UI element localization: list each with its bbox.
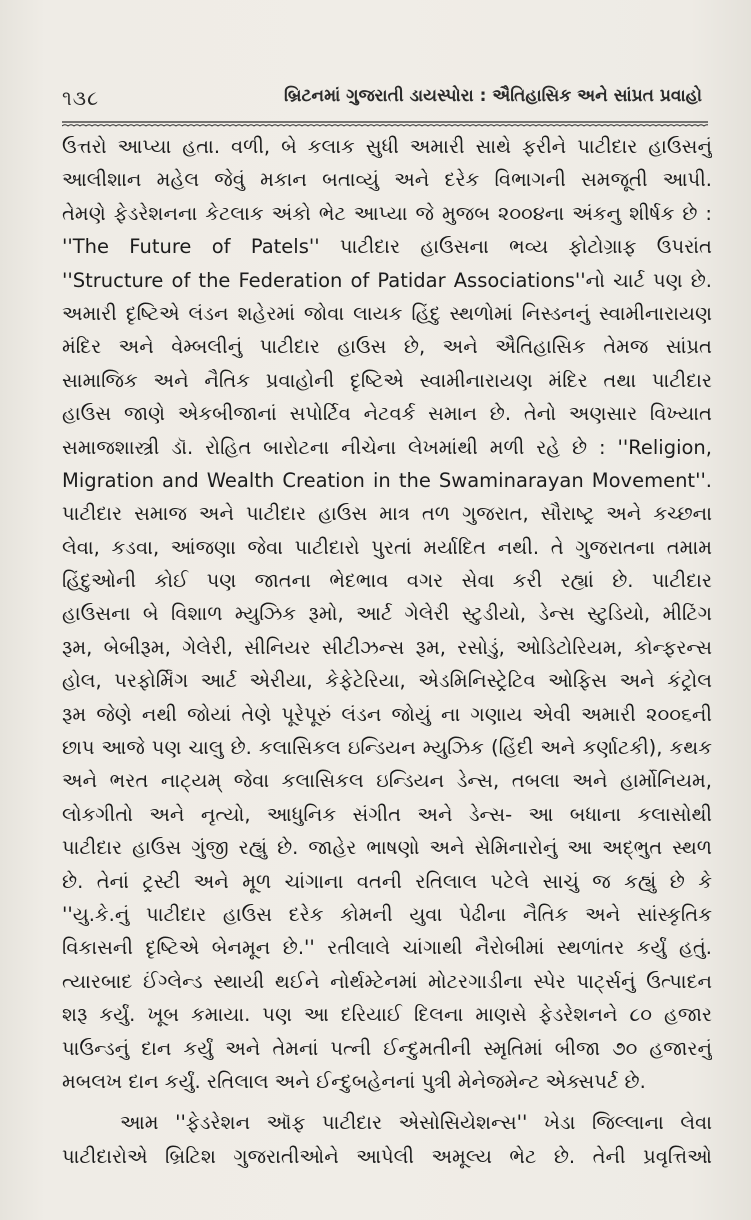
text-line: અને ભરત નાટ્યમ્ જેવા કલાસિકલ ઇન્ડિયન ડેન્સ, તબલા અને હાર્મોનિયમ, (62, 769, 712, 793)
paragraph-2 (62, 1106, 712, 1173)
text-line: આલીશાન મહેલ જેવું મકાન બતાવ્યું અને દરેક વિભાગની સમજૂતી આપી. (62, 168, 712, 192)
text-line: Migration and Wealth Creation in the Swaminarayan Movement''. (62, 468, 712, 492)
text-line: તેમણે ફેડરેશનના કેટલાક અંકો ભેટ આપ્યા જે મુજબ ૨૦૦૪ના અંકનુ શીર્ષક છે : (62, 201, 712, 225)
text-line: હોલ, પરફોર્મિંગ આર્ટ એરીયા, કેફેટેરિયા, એડમિનિસ્ટ્રેટિવ ઓફિસ અને કંટ્રોલ (62, 669, 712, 693)
text-line: રૂમ જેણે નથી જોયાં તેણે પૂરેપૂરું લંડન જોયું ના ગણાય એવી અમારી ૨૦૦૬ની (62, 702, 712, 726)
paragraph-1 (62, 130, 712, 1098)
text-line: રૂમ, બેબીરૂમ, ગેલેરી, સીનિયર સીટીઝન્સ રૂમ, રસોડું, ઓડિટોરિયમ, કોન્ફરન્સ (62, 635, 712, 659)
text-line: સમાજશાસ્ત્રી ડૉ. રોહિત બારોટના નીચેના લેખમાંથી મળી રહે છે : ''Religion, (62, 435, 712, 459)
text-line: મબલખ દાન કર્યું. રતિલાલ અને ઈન્દુબહેનનાં પુત્રી મેનેજમેન્ટ એક્સપર્ટ છે. (62, 1069, 646, 1093)
text-line: મંદિર અને વેમ્બલીનું પાટીદાર હાઉસ છે, અને ઐતિહાસિક તેમજ સાંપ્રત (62, 335, 712, 359)
text-line: હાઉસ જાણે એકબીજાનાં સપોર્ટિવ નેટવર્ક સમાન છે. તેનો અણસાર વિખ્યાત (62, 402, 712, 426)
text-line: પાટીદાર હાઉસ ગુંજી રહ્યું છે. જાહેર ભાષણો અને સેમિનારોનું આ અદ્ભુત સ્થળ (62, 836, 712, 860)
paragraph-gap (62, 1098, 712, 1106)
text-line: અમારી દૃષ્ટિએ લંડન શહેરમાં જોવા લાયક હિંદુ સ્થળોમાં નિસ્ડનનું સ્વામીનારાયણ (62, 301, 712, 325)
page-header (62, 78, 702, 118)
text-line: ઉત્તરો આપ્યા હતા. વળી, બે કલાક સુધી અમારી સાથે ફરીને પાટીદાર હાઉસનું (62, 135, 712, 158)
page-number: ૧૩૮ (62, 86, 100, 110)
body-text (62, 130, 712, 1173)
text-line: લેવા, કડવા, આંજણા જેવા પાટીદારો પુરતાં મર્યાદિત નથી. તે ગુજરાતના તમામ (62, 535, 712, 559)
text-line: ''Structure of the Federation of Patidar Associations''નો ચાર્ટ પણ છે. (62, 268, 712, 292)
text-line: છાપ આજે પણ ચાલુ છે. કલાસિકલ ઇન્ડિયન મ્યુઝિક (હિંદી અને કર્ણાટકી), કથક (62, 736, 712, 760)
text-line: આમ ''ફેડરેશન ઑફ પાટીદાર એસોસિયેશન્સ'' ખેડા જિલ્લાના લેવા (120, 1111, 712, 1135)
text-line: પાટીદાર સમાજ અને પાટીદાર હાઉસ માત્ર તળ ગુજરાત, સૌરાષ્ટ્ર અને કચ્છના (62, 502, 712, 526)
text-line: હિંદુઓની કોઈ પણ જાતના ભેદભાવ વગર સેવા કરી રહ્યાં છે. પાટીદાર (62, 569, 712, 593)
running-title: બ્રિટનમાં ગુજરાતી ડાયસ્પોરા : ઐતિહાસિક અને સાંપ્રત પ્રવાહો (284, 86, 702, 106)
text-line: છે. તેનાં ટ્રસ્ટી અને મૂળ ચાંગાના વતની રતિલાલ પટેલે સાચું જ કહ્યું છે કે (62, 869, 712, 893)
text-line: હાઉસના બે વિશાળ મ્યુઝિક રૂમો, આર્ટ ગેલેરી સ્ટુડીયો, ડેન્સ સ્ટુડિયો, મીટિંગ (62, 602, 712, 626)
text-line: પાઉન્ડનું દાન કર્યું અને તેમનાં પત્ની ઈન્દુમતીની સ્મૃતિમાં બીજા ૭૦ હજારનું (62, 1036, 712, 1060)
text-line: શરૂ કર્યું. ખૂબ કમાયા. પણ આ દરિયાઈ દિલના માણસે ફેડરેશનને ૮૦ હજાર (62, 1003, 712, 1027)
text-line: ત્યારબાદ ઈંગ્લેન્ડ સ્થાયી થઈને નોર્થમ્ટેનમાં મોટરગાડીના સ્પેર પાર્ટ્સનું ઉત્પાદન (62, 969, 712, 993)
text-line: પાટીદારોએ બ્રિટિશ ગુજરાતીઓને આપેલી અમૂલ્ય ભેટ છે. તેની પ્રવૃત્તિઓ (62, 1144, 712, 1168)
text-line: વિકાસની દૃષ્ટિએ બેનમૂન છે.'' રતીલાલે ચાંગાથી નૈરોબીમાં સ્થળાંતર કર્યું હતું. (62, 936, 712, 960)
text-line: લોકગીતો અને નૃત્યો, આધુનિક સંગીત અને ડેન્સ- આ બધાના કલાસોથી (62, 802, 712, 826)
text-line: ''યુ.કે.નું પાટીદાર હાઉસ દરેક કોમની યુવા પેઢીના નૈતિક અને સાંસ્કૃતિક (62, 902, 712, 926)
text-line: ''The Future of Patels'' પાટીદાર હાઉસના ભવ્ય ફોટોગ્રાફ ઉપરાંત (62, 235, 712, 259)
text-line: સામાજિક અને નૈતિક પ્રવાહોની દૃષ્ટિએ સ્વામીનારાયણ મંદિર તથા પાટીદાર (62, 368, 712, 392)
header-divider (62, 120, 708, 128)
